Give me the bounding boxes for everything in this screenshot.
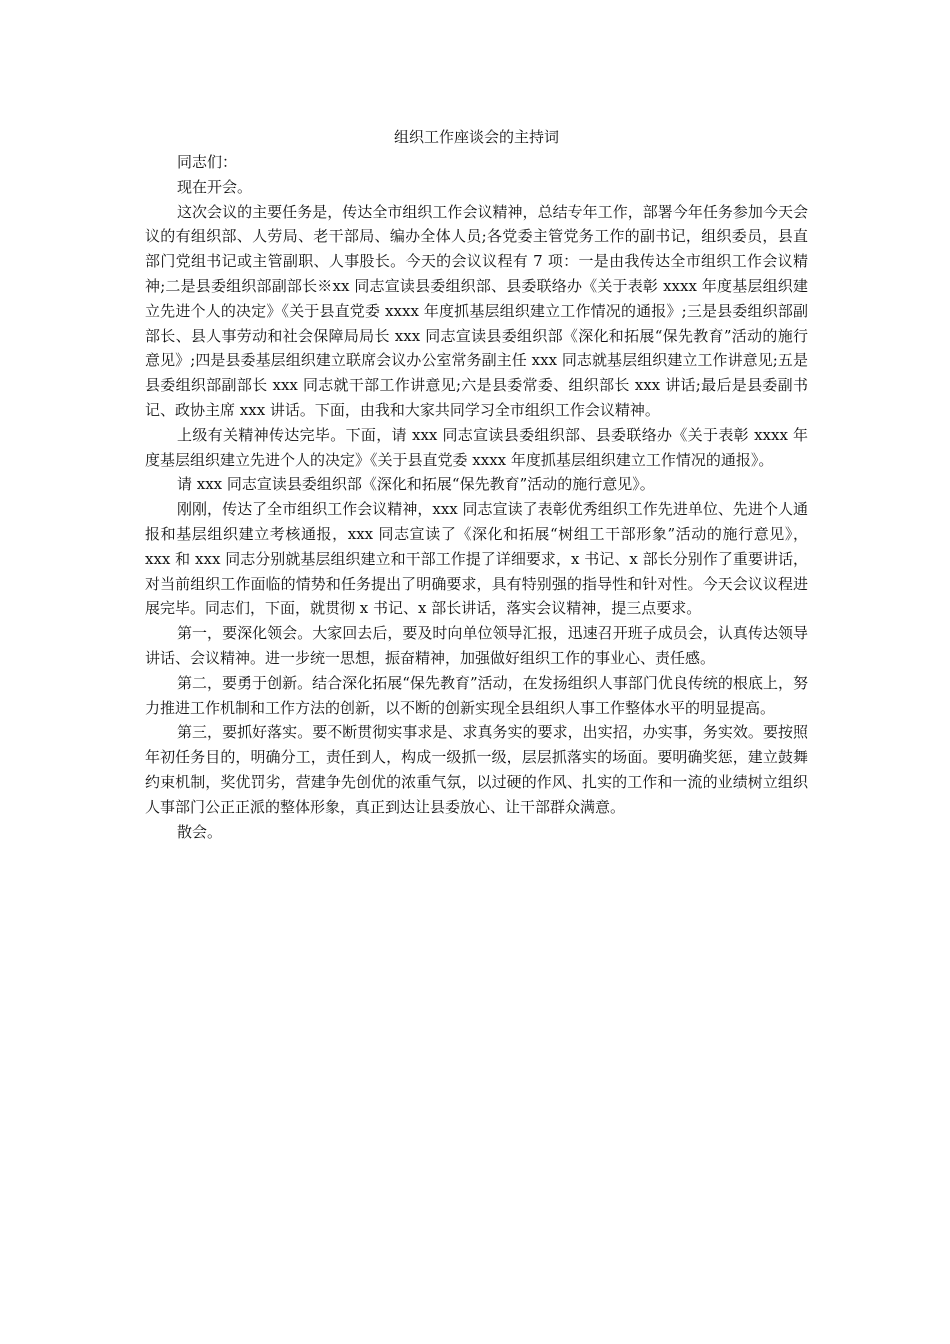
paragraph-requirement-2: 第二，要勇于创新。结合深化拓展“保先教育”活动，在发扬组织人事部门优良传统的根底上，努力推进工作机制和工作方法的创新，以不断的创新实现全县组织人事工作整体水平的明显提高。 — [145, 673, 808, 717]
paragraph-salutation: 同志们： — [177, 153, 238, 171]
document-title: 组织工作座谈会的主持词 — [393, 128, 559, 146]
paragraph-requirement-3: 第三，要抓好落实。要不断贯彻实事求是、求真务实的要求，出实招，办实事，务实效。要按照年初任务目的，明确分工，责任到人，构成一级抓一级，层层抓落实的场面。要明确奖惩，建立鼓舞约束机制，奖优罚劣，营建争先创优的浓重气氛，以过硬的作风、扎实的工作和一流的业绩树立组织人事部门公正正派的整体形象，真正到达让县委放心、让干部群众满意。 — [145, 723, 808, 816]
paragraph-requirement-1: 第一，要深化领会。大家回去后，要及时向单位领导汇报，迅速召开班子成员会，认真传达领导讲话、会议精神。进一步统一思想，振奋精神，加强做好组织工作的事业心、责任感。 — [145, 624, 808, 667]
paragraph-closing: 散会。 — [177, 822, 223, 841]
paragraph-reading-request: 请 xxx 同志宣读县委组织部《深化和拓展“保先教育”活动的施行意见》。 — [177, 475, 655, 494]
paragraph-spirit-conveyed: 上级有关精神传达完毕。下面，请 xxx 同志宣读县委组织部、县委联络办《关于表彰 xxxx 年度基层组织建立先进个人的决定》《关于县直党委 xxxx 年度抓基层组织建立工作情况的通报》。 — [145, 425, 808, 469]
paragraph-opening: 现在开会。 — [177, 177, 253, 196]
paragraph-agenda: 这次会议的主要任务是，传达全市组织工作会议精神，总结专年工作，部署今年任务参加今天会议的有组织部、人劳局、老干部局、编办全体人员;各党委主管党务工作的副书记，组织委员，县直部门党组书记或主管副职、人事股长。今天的会议议程有 7 项：一是由我传达全市组织工作会议精神;二是县委组织部副部长※xx 同志宣读县委组织部、县委联络办《关于表彰 xxxx 年度基层组织建立先进个人的决定》《关于县直党委 xxxx 年度抓基层组织建立工作情况的通报》;三是县委组织部副部长、县人事劳动和社会保障局局长 xxx 同志宣读县委组织部《深化和拓展“保先教育”活动的施行意见》;四是县委基层组织建立联席会议办公室常务副主任 xxx 同志就基层组织建立工作讲意见;五是县委组织部副部长 xxx 同志就干部工作讲意见;六是县委常委、组织部长 xxx 讲话;最后是县委副书记、政协主席 xxx 讲话。下面，由我和大家共同学习全市组织工作会议精神。 — [145, 202, 808, 419]
paragraph-summary: 刚刚，传达了全市组织工作会议精神，xxx 同志宣读了表彰优秀组织工作先进单位、先进个人通报和基层组织建立考核通报，xxx 同志宣读了《深化和拓展“树组工干部形象”活动的施行意见》，xxx 和 xxx 同志分别就基层组织建立和干部工作提了详细要求，x 书记、x 部长分别作了重要讲话，对当前组织工作面临的情势和任务提出了明确要求，具有特别强的指导性和针对性。今天会议议程进展完毕。同志们，下面，就贯彻 x 书记、x 部长讲话，落实会议精神，提三点要求。 — [145, 500, 808, 618]
document-page — [145, 124, 808, 844]
